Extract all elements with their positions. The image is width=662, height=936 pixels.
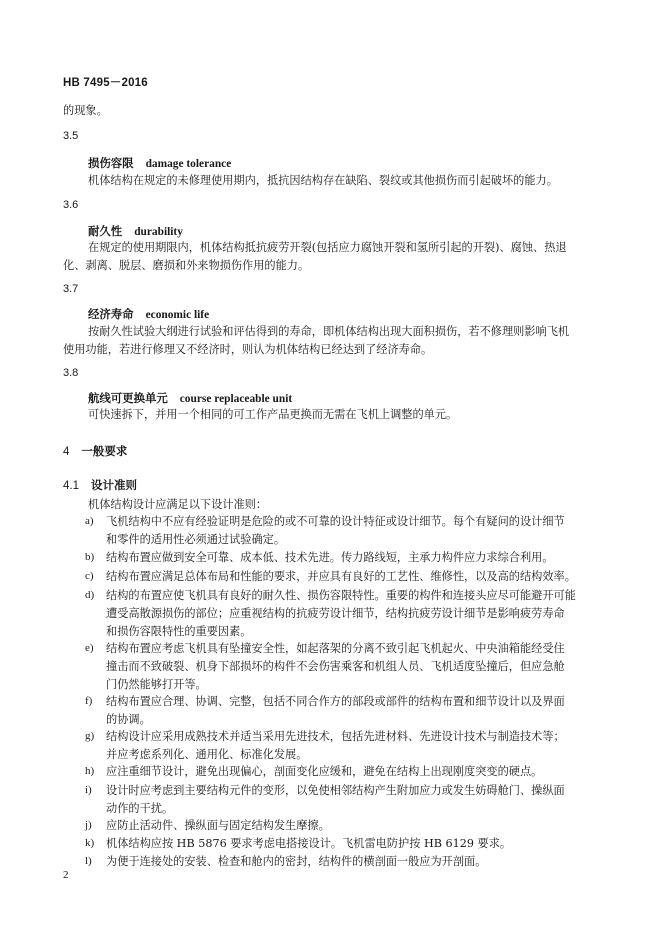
term-zh: 耐久性 — [88, 224, 123, 238]
term-en: durability — [134, 226, 183, 238]
list-item-line: 结构布置应满足总体布局和性能的要求，并应具有良好的工艺性、维修性，以及高的结构效率。 — [106, 570, 576, 583]
list-item-line: 结构布置应考虑飞机具有坠撞安全性，如起落架的分离不致引起飞机起火、中央油箱能经受住 — [106, 642, 565, 655]
list-label: l) — [85, 855, 92, 867]
chapter-title: 一般要求 — [81, 444, 128, 458]
term-en: economic life — [145, 309, 210, 321]
clause-number-3-5: 3.5 — [63, 130, 79, 142]
list-item-line: 门仍然能够打开等。 — [106, 678, 207, 691]
definition-line: 在规定的使用期限内，机体结构抵抗疲劳开裂(包括应力腐蚀开裂和氢所引起的开裂)、腐蚀、热退 — [88, 241, 567, 254]
list-label: h) — [85, 765, 95, 777]
clause-number-3-7: 3.7 — [63, 283, 79, 295]
term-zh: 经济寿命 — [88, 307, 134, 321]
list-label: g) — [85, 730, 95, 742]
list-item-line: 并应考虑系列化、通用化、标准化发展。 — [106, 748, 308, 761]
list-item-line: 设计时应考虑到主要结构元件的变形，以免使相邻结构产生附加应力或发生妨碍舱门、操纵面 — [106, 784, 565, 797]
list-item-line: 应防止活动件、操纵面与固定结构发生摩擦。 — [106, 819, 330, 832]
list-label: d) — [85, 589, 95, 601]
list-item-line: 的协调。 — [106, 713, 151, 726]
list-label: j) — [85, 819, 92, 831]
list-item-line: 结构的布置应使飞机具有良好的耐久性、损伤容限特性。重要的构件和连接头应尽可能避开可能 — [106, 589, 576, 602]
term-durability — [88, 223, 183, 239]
criteria-intro: 机体结构设计应满足以下设计准则： — [88, 498, 268, 511]
list-item-line: 遭受高散源损伤的部位；应重视结构的抗疲劳设计细节，结构抗疲劳设计细节是影响疲劳寿命 — [106, 607, 565, 620]
clause-number-3-8: 3.8 — [63, 367, 79, 379]
list-label: i) — [85, 784, 92, 796]
list-label: b) — [85, 551, 95, 563]
list-item-line: 动作的干扰。 — [106, 802, 174, 815]
list-label: e) — [85, 642, 94, 654]
term-zh: 航线可更换单元 — [88, 391, 168, 405]
subsection-title: 设计准则 — [91, 478, 137, 492]
list-item-line: 飞机结构中不应有经验证明是危险的或不可靠的设计特征或设计细节。每个有疑问的设计细节 — [106, 515, 565, 528]
clause-number-3-6: 3.6 — [63, 199, 79, 211]
chapter-heading — [63, 443, 127, 459]
subsection-heading — [63, 477, 137, 493]
list-label: f) — [85, 695, 93, 707]
term-zh: 损伤容限 — [88, 156, 134, 170]
continuation-text: 的现象。 — [63, 104, 108, 117]
definition-line: 机体结构在规定的未修理使用期内，抵抗因结构存在缺陷、裂纹或其他损伤而引起破坏的能力。 — [88, 174, 558, 187]
definition-line: 使用功能，若进行修理又不经济时，则认为机体结构已经达到了经济寿命。 — [63, 343, 433, 356]
list-label: c) — [85, 570, 94, 582]
list-item-line: 为便于连接处的安装、检查和舱内的密封，结构件的横剖面一般应为开剖面。 — [106, 855, 487, 868]
list-item-line: 应注重细节设计，避免出现偏心，剖面变化应缓和，避免在结构上出现刚度突变的硬点。 — [106, 765, 543, 778]
list-item-line: 和零件的适用性必须通过试验确定。 — [106, 533, 286, 546]
list-item-line: 结构布置应做到安全可靠、成本低、技术先进。传力路线短，主承力构件应力求综合利用。 — [106, 551, 554, 564]
page-number: 2 — [63, 869, 69, 881]
term-economic-life — [88, 306, 209, 322]
chapter-number: 4 — [63, 446, 70, 458]
term-course-replaceable-unit — [88, 390, 292, 406]
list-item-line: 结构设计应采用成熟技术并适当采用先进技术，包括先进材料、先进设计技术与制造技术等； — [106, 730, 565, 743]
term-en: damage tolerance — [145, 158, 232, 170]
list-item-line: 机体结构应按 HB 5876 要求考虑电搭接设计。飞机雷电防护按 HB 6129 要求。 — [106, 837, 512, 850]
definition-line: 按耐久性试验大纲进行试验和评估得到的寿命，即机体结构出现大面积损伤，若不修理则影响飞机 — [88, 325, 570, 338]
standard-number-header: HB 7495－2016 — [63, 77, 148, 89]
term-damage-tolerance — [88, 155, 231, 171]
list-item-line: 和损伤容限特性的重要因素。 — [106, 625, 252, 638]
list-label: a) — [85, 515, 94, 527]
definition-line: 化、剥离、脱层、磨损和外来物损伤作用的能力。 — [63, 259, 310, 272]
term-en: course replaceable unit — [179, 393, 293, 405]
list-item-line: 结构布置应合理、协调、完整，包括不同合作方的部段或部件的结构布置和细节设计以及界面 — [106, 695, 565, 708]
definition-line: 可快速拆下，并用一个相同的可工作产品更换而无需在飞机上调整的单元。 — [88, 408, 458, 421]
list-item-line: 撞击而不致破裂、机身下部损坏的构件不会伤害乘客和机组人员、飞机适度坠撞后，但应急舱 — [106, 660, 565, 673]
list-label: k) — [85, 837, 95, 849]
subsection-number: 4.1 — [63, 480, 79, 492]
